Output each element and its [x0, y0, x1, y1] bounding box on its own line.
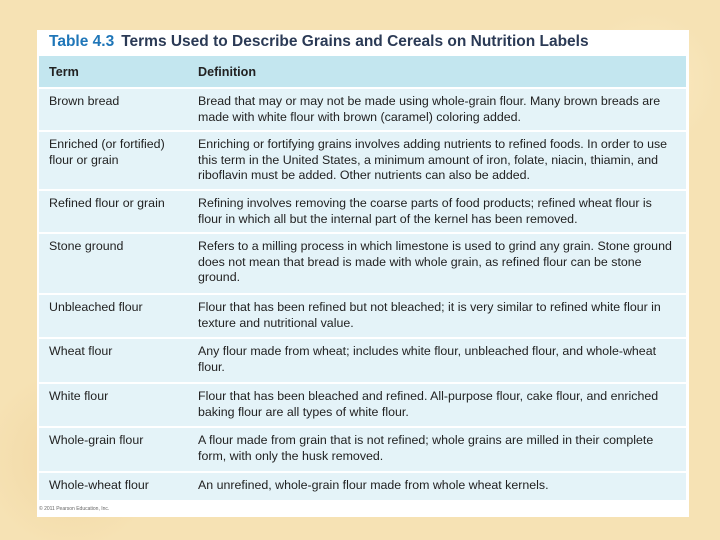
terms-table [39, 56, 686, 502]
table-row [39, 428, 686, 473]
table-row [39, 191, 686, 234]
copyright-notice: © 2011 Pearson Education, Inc. [39, 506, 110, 512]
row-definition: Refining involves removing the coarse parts of food products; refined wheat flour is flour in which all but the internal part of the kernel has been removed. [198, 196, 652, 226]
table-row [39, 132, 686, 191]
row-term: Enriched (or fortified) flour or grain [49, 137, 165, 167]
table-row [39, 384, 686, 428]
row-term: Whole-wheat flour [49, 478, 149, 492]
row-definition: Any flour made from wheat; includes white flour, unbleached flour, and whole-wheat flour. [198, 344, 657, 374]
table-header-row [39, 56, 686, 89]
row-term: Brown bread [49, 94, 120, 108]
row-definition: Flour that has been bleached and refined. All-purpose flour, cake flour, and enriched baking flour are all types of white flour. [198, 389, 659, 419]
table-row [39, 234, 686, 295]
table-label: Table 4.3 [49, 33, 115, 50]
row-definition: Enriching or fortifying grains involves adding nutrients to refined foods. In order to use this term in the United States, a minimum amount of iron, folate, niacin, thiamin, and riboflavin must be added. Other nutrients can also be added. [198, 137, 668, 182]
row-definition: A flour made from grain that is not refined; whole grains are milled in their complete form, with only the husk removed. [198, 433, 654, 463]
table-row [39, 339, 686, 384]
table-row [39, 473, 686, 502]
table-row [39, 89, 686, 132]
table-row [39, 295, 686, 339]
row-term: Wheat flour [49, 344, 113, 358]
header-definition: Definition [198, 65, 257, 79]
table-title: Terms Used to Describe Grains and Cereals on Nutrition Labels [121, 33, 589, 50]
row-definition: An unrefined, whole-grain flour made from whole wheat kernels. [198, 478, 549, 492]
row-definition: Bread that may or may not be made using whole-grain flour. Many brown breads are made with white flour with brown (caramel) coloring added. [198, 94, 661, 124]
table-caption [49, 33, 589, 51]
row-term: Stone ground [49, 239, 124, 253]
row-term: White flour [49, 389, 109, 403]
row-term: Whole-grain flour [49, 433, 144, 447]
header-term: Term [49, 65, 79, 79]
row-term: Refined flour or grain [49, 196, 165, 210]
row-definition: Refers to a milling process in which limestone is used to grind any grain. Stone ground does not mean that bread is made with whole grain, as refined flour can be stone ground. [198, 239, 672, 284]
row-definition: Flour that has been refined but not bleached; it is very similar to refined white flour in texture and nutritional value. [198, 300, 661, 330]
row-term: Unbleached flour [49, 300, 143, 314]
table-sheet [37, 30, 689, 517]
